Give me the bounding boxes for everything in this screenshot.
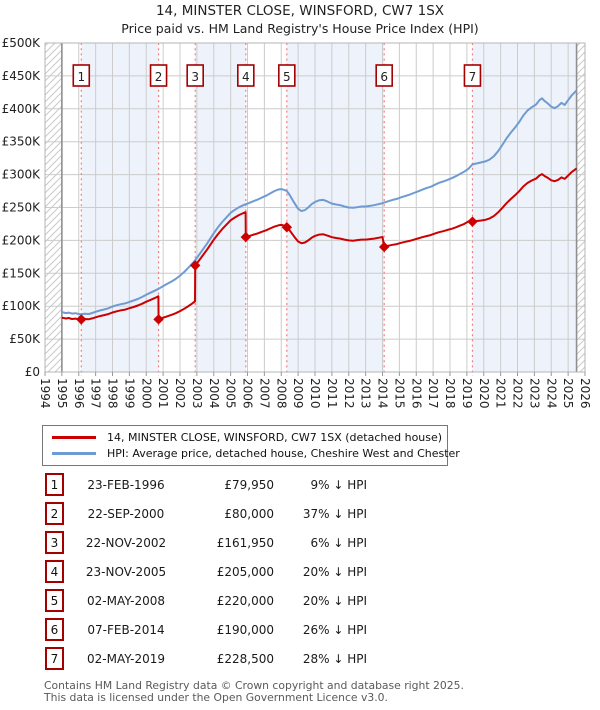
- transaction-date: 07-FEB-2014: [87, 622, 165, 637]
- legend-item-price-paid: [43, 429, 447, 445]
- svg-text:2004: 2004: [206, 378, 221, 409]
- footer-line-2: This data is licensed under the Open Government Licence v3.0.: [44, 690, 388, 704]
- svg-text:£300K: £300K: [1, 167, 40, 182]
- svg-text:1997: 1997: [88, 378, 103, 409]
- transaction-price: £205,000: [216, 564, 274, 579]
- transaction-date: 02-MAY-2008: [86, 593, 165, 608]
- svg-text:2022: 2022: [510, 378, 525, 409]
- transaction-price: £80,000: [224, 506, 274, 521]
- svg-text:1994: 1994: [38, 378, 52, 409]
- transaction-vs-hpi: 28% ↓ HPI: [302, 651, 367, 666]
- svg-text:£0: £0: [24, 365, 40, 379]
- legend-item-hpi: [43, 445, 460, 461]
- hpi-line-swatch: [52, 452, 96, 455]
- x-axis-labels: [38, 378, 592, 409]
- svg-text:2018: 2018: [443, 378, 457, 409]
- transaction-price: £220,000: [216, 593, 274, 608]
- svg-text:2024: 2024: [544, 378, 559, 409]
- svg-text:2009: 2009: [291, 378, 306, 409]
- transaction-price: £79,950: [224, 477, 274, 492]
- svg-text:2007: 2007: [257, 378, 272, 409]
- svg-text:2019: 2019: [459, 378, 474, 409]
- transaction-price: £161,950: [216, 535, 274, 550]
- svg-text:2006: 2006: [240, 378, 255, 409]
- transaction-vs-hpi: 9% ↓ HPI: [310, 477, 367, 492]
- svg-text:£200K: £200K: [1, 233, 40, 248]
- svg-text:2025: 2025: [561, 378, 576, 409]
- transaction-date: 22-SEP-2000: [87, 506, 165, 521]
- svg-text:5: 5: [282, 70, 291, 84]
- page-subtitle: Price paid vs. HM Land Registry's House Price Index (HPI): [121, 21, 479, 36]
- transaction-number-badge: 2: [45, 502, 64, 525]
- transaction-date: 23-NOV-2005: [85, 564, 167, 579]
- svg-text:2011: 2011: [324, 378, 339, 409]
- svg-text:£500K: £500K: [1, 36, 40, 50]
- svg-text:2005: 2005: [223, 378, 238, 409]
- svg-text:£150K: £150K: [1, 266, 40, 281]
- svg-text:£50K: £50K: [9, 332, 40, 347]
- svg-text:1999: 1999: [122, 378, 137, 409]
- svg-text:2003: 2003: [189, 378, 204, 409]
- svg-text:£450K: £450K: [1, 68, 40, 83]
- price-line-swatch: [52, 436, 96, 439]
- transaction-number-badge: 7: [45, 647, 64, 670]
- x-axis-ticks: [45, 372, 585, 376]
- svg-text:3: 3: [191, 70, 200, 84]
- transaction-date: 02-MAY-2019: [86, 651, 165, 666]
- svg-text:6: 6: [380, 70, 389, 84]
- svg-text:1996: 1996: [71, 378, 86, 409]
- svg-text:2015: 2015: [392, 378, 407, 409]
- svg-text:2008: 2008: [274, 378, 289, 409]
- license-footer: [44, 680, 464, 703]
- svg-text:2014: 2014: [375, 378, 390, 409]
- svg-text:2012: 2012: [341, 378, 356, 409]
- transaction-number-badge: 5: [45, 589, 64, 612]
- svg-text:2016: 2016: [409, 378, 424, 409]
- svg-text:£100K: £100K: [1, 299, 40, 314]
- transaction-row: [45, 499, 367, 528]
- transaction-number-badge: 1: [45, 473, 64, 496]
- svg-text:7: 7: [468, 70, 477, 84]
- transaction-number-badge: 4: [45, 560, 64, 583]
- svg-text:2020: 2020: [476, 378, 491, 409]
- svg-text:4: 4: [241, 70, 250, 84]
- chart-legend: [42, 425, 460, 466]
- transaction-date: 23-FEB-1996: [87, 477, 165, 492]
- transaction-row: [45, 644, 367, 673]
- y-axis-labels: [2, 36, 42, 379]
- transaction-row: [45, 557, 367, 586]
- svg-text:1998: 1998: [105, 378, 120, 409]
- transaction-vs-hpi: 26% ↓ HPI: [302, 622, 367, 637]
- svg-text:1: 1: [77, 70, 86, 84]
- transaction-vs-hpi: 37% ↓ HPI: [302, 506, 367, 521]
- transaction-number-badge: 3: [45, 531, 64, 554]
- svg-text:2013: 2013: [358, 378, 373, 409]
- svg-text:1995: 1995: [54, 378, 69, 409]
- svg-text:2017: 2017: [426, 378, 441, 409]
- transaction-number-badge: 6: [45, 618, 64, 641]
- transaction-row: [45, 615, 367, 644]
- transaction-row: [45, 586, 367, 615]
- transaction-vs-hpi: 20% ↓ HPI: [302, 593, 367, 608]
- transaction-vs-hpi: 6% ↓ HPI: [310, 535, 367, 550]
- svg-text:2021: 2021: [493, 378, 508, 409]
- transactions-table: [45, 470, 367, 673]
- svg-text:£350K: £350K: [1, 134, 40, 149]
- svg-text:2023: 2023: [527, 378, 542, 409]
- svg-text:£250K: £250K: [1, 200, 40, 215]
- svg-text:£400K: £400K: [1, 101, 40, 116]
- svg-text:2: 2: [154, 70, 163, 84]
- transaction-vs-hpi: 20% ↓ HPI: [302, 564, 367, 579]
- transaction-price: £228,500: [216, 651, 274, 666]
- svg-text:2026: 2026: [578, 378, 592, 409]
- svg-text:2010: 2010: [308, 378, 322, 409]
- transaction-date: 22-NOV-2002: [85, 535, 167, 550]
- svg-text:2002: 2002: [173, 378, 187, 409]
- transaction-price: £190,000: [216, 622, 274, 637]
- svg-text:2000: 2000: [139, 378, 154, 409]
- svg-text:2001: 2001: [156, 378, 171, 409]
- page-title: 14, MINSTER CLOSE, WINSFORD, CW7 1SX: [155, 3, 445, 19]
- legend-label: 14, MINSTER CLOSE, WINSFORD, CW7 1SX (detached house): [107, 430, 443, 444]
- footer-line-1: Contains HM Land Registry data © Crown copyright and database right 2025.: [44, 679, 464, 692]
- transaction-row: [45, 470, 367, 499]
- transaction-row: [45, 528, 367, 557]
- legend-label: HPI: Average price, detached house, Cheshire West and Chester: [107, 446, 460, 460]
